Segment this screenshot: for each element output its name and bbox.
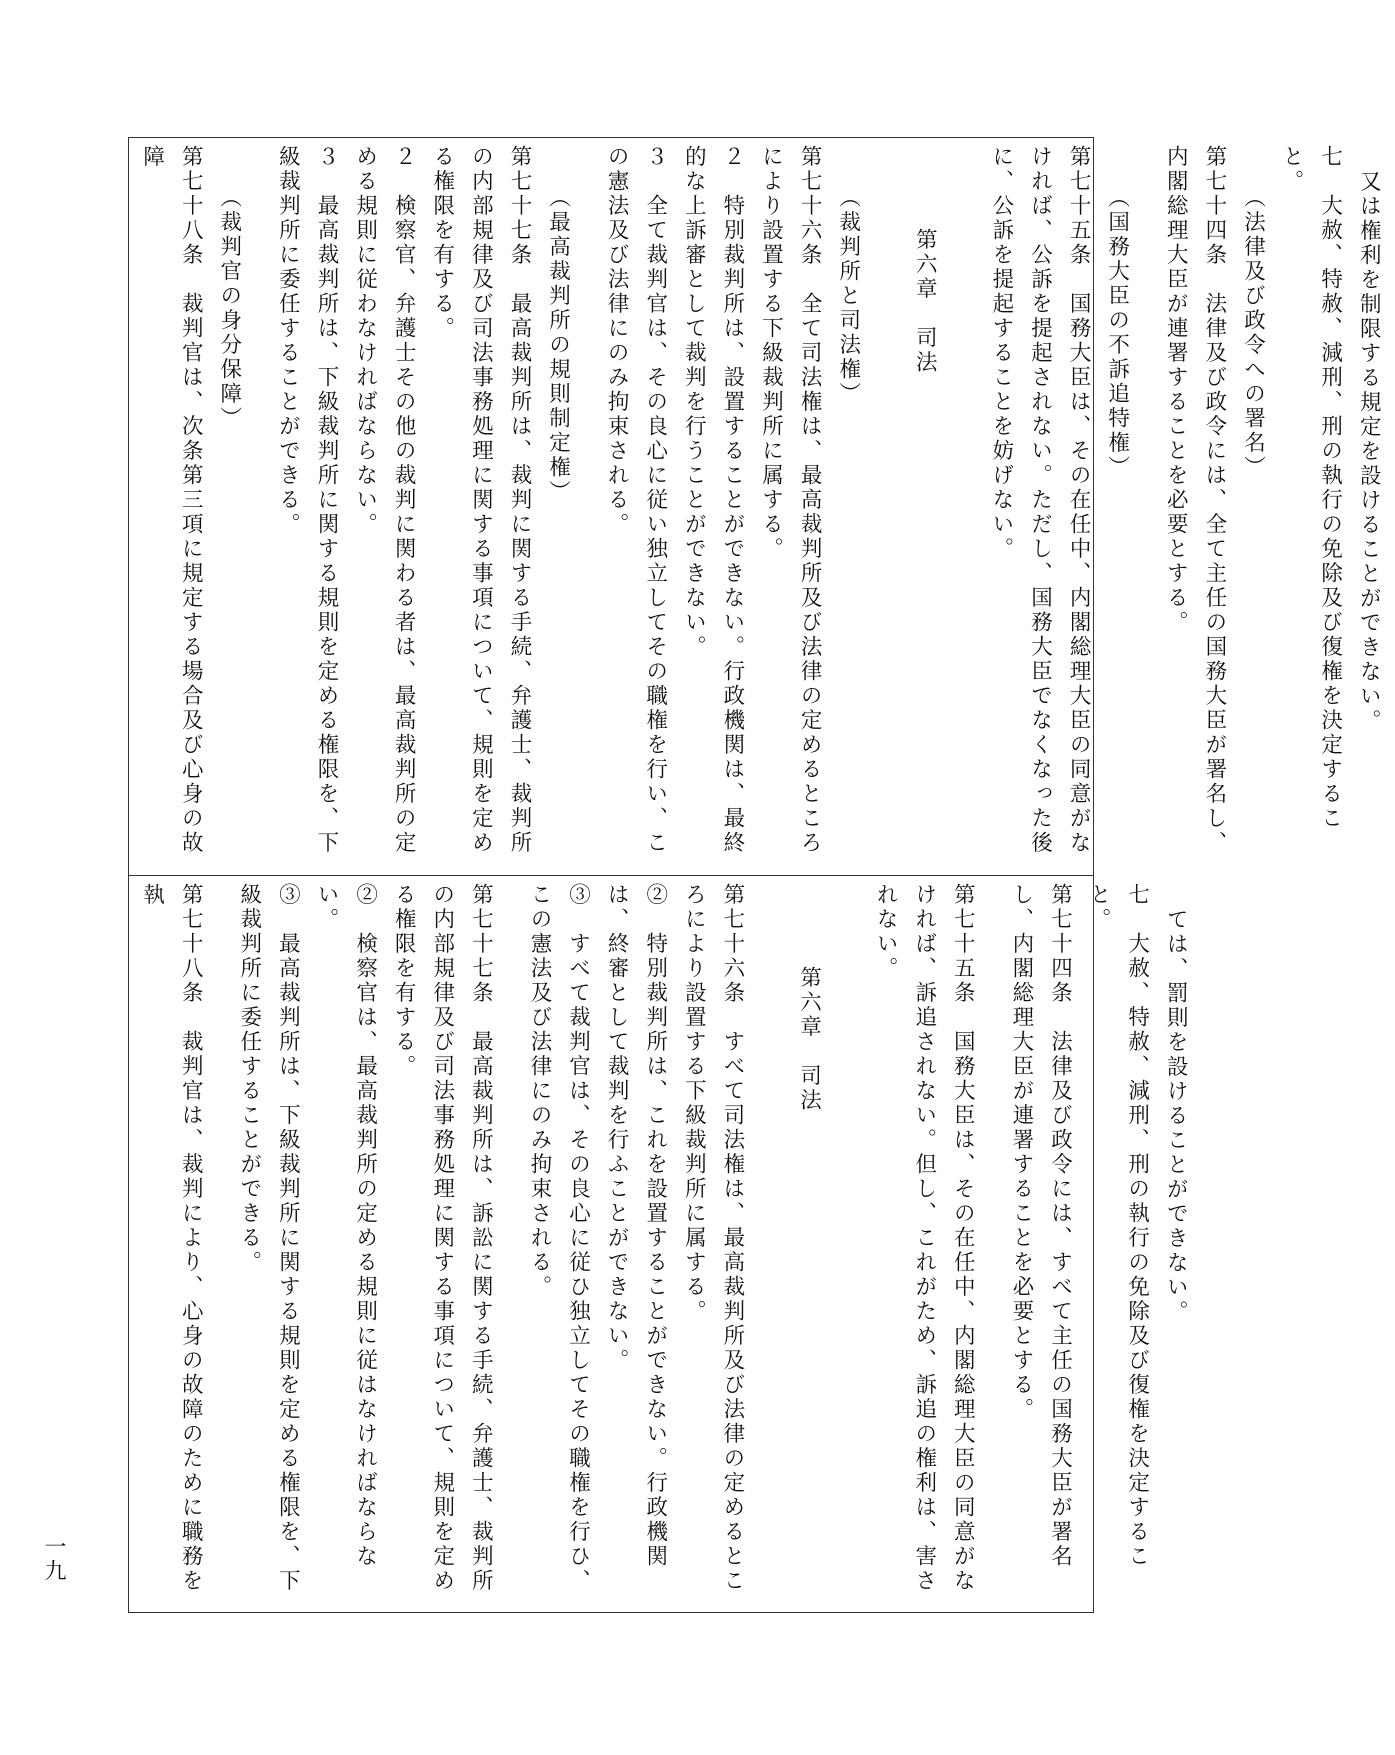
table-divider: [128, 875, 1094, 876]
bottom-line: 第七十六条 すべて司法権は、最高裁判所及び法律の定めるところにより設置する下級裁判所に属する。: [681, 883, 745, 1594]
bottom-line: 第七十五条 国務大臣は、その在任中、内閣総理大臣の同意がなければ、訴追されない。但し、これがため、訴追の権利は、害されない。: [873, 883, 976, 1594]
top-line: ３ 最高裁判所は、下級裁判所に関する規則を定める権限を、下級裁判所に委任することができる。: [275, 145, 339, 856]
top-line: 七 大赦、特赦、減刑、刑の執行の免除及び復権を決定すること。: [1279, 145, 1343, 832]
top-line: （最高裁判所の規則制定権）: [545, 186, 571, 505]
bottom-line: 第六章 司法: [796, 966, 822, 1114]
top-line: 第七十六条 全て司法権は、最高裁判所及び法律の定めるところにより設置する下級裁判所に属する。: [758, 145, 823, 856]
top-line: （裁判官の身分保障）: [216, 186, 242, 432]
top-line: 第六章 司法: [912, 228, 938, 376]
original-text-column: [132, 883, 1202, 1607]
top-line: 第七十五条 国務大臣は、その在任中、内閣総理大臣の同意がなければ、公訴を提起されない。ただし、国務大臣でなくなった後に、公訴を提起することを妨げない。: [988, 145, 1092, 856]
bottom-line: 第七十七条 最高裁判所は、訴訟に関する手続、弁護士、裁判所の内部規律及び司法事務処理に関する事項について、規則を定める権限を有する。: [391, 883, 494, 1594]
bottom-line: ② 検察官は、最高裁判所の定める規則に従はなければならない。: [313, 883, 378, 1570]
top-line: ３ 全て裁判官は、その良心に従い独立してその職権を行い、この憲法及び法律にのみ拘束される。: [604, 145, 668, 856]
top-line: （裁判所と司法権）: [835, 186, 861, 407]
original-text-panel: [132, 883, 1189, 1607]
top-line: （国務大臣の不訴追特権）: [1104, 186, 1130, 481]
bottom-line: ③ 最高裁判所は、下級裁判所に関する規則を定める権限を、下級裁判所に委任することができる。: [236, 883, 301, 1594]
revised-text-panel: [132, 145, 1382, 870]
top-line: 第七十四条 法律及び政令には、全て主任の国務大臣が署名し、内閣総理大臣が連署することを必要とする。: [1163, 145, 1227, 856]
revised-text-column: [132, 145, 1395, 870]
bottom-line: 第七十四条 法律及び政令には、すべて主任の国務大臣が署名し、内閣総理大臣が連署することを必要とする。: [1008, 883, 1073, 1570]
bottom-line: 第七十八条 裁判官は、裁判により、心身の故障のために職務を執: [139, 883, 204, 1594]
top-line: ２ 検察官、弁護士その他の裁判に関わる者は、最高裁判所の定める規則に従わなければならない。: [352, 145, 417, 856]
bottom-line: ては、罰則を設けることができない。: [1163, 908, 1189, 1325]
top-line: （法律及び政令への署名）: [1240, 186, 1266, 481]
top-line: 又は権利を制限する規定を設けることができない。: [1356, 170, 1382, 734]
page-number: 一九: [41, 1535, 66, 1584]
top-line: 第七十七条 最高裁判所は、裁判に関する手続、弁護士、裁判所の内部規律及び司法事務処理に関する事項について、規則を定める権限を有する。: [429, 145, 532, 856]
top-line: 第七十八条 裁判官は、次条第三項に規定する場合及び心身の故障: [139, 145, 204, 856]
bottom-line: 七 大赦、特赦、減刑、刑の執行の免除及び復権を決定すること。: [1086, 883, 1150, 1570]
bottom-line: ② 特別裁判所は、これを設置することができない。行政機関は、終審として裁判を行ふことができない。: [604, 883, 668, 1570]
top-line: ２ 特別裁判所は、設置することができない。行政機関は、最終的な上訴審として裁判を行うことができない。: [681, 145, 745, 856]
bottom-line: ③ すべて裁判官は、その良心に従ひ独立してその職権を行ひ、この憲法及び法律にのみ拘束される。: [526, 883, 591, 1594]
